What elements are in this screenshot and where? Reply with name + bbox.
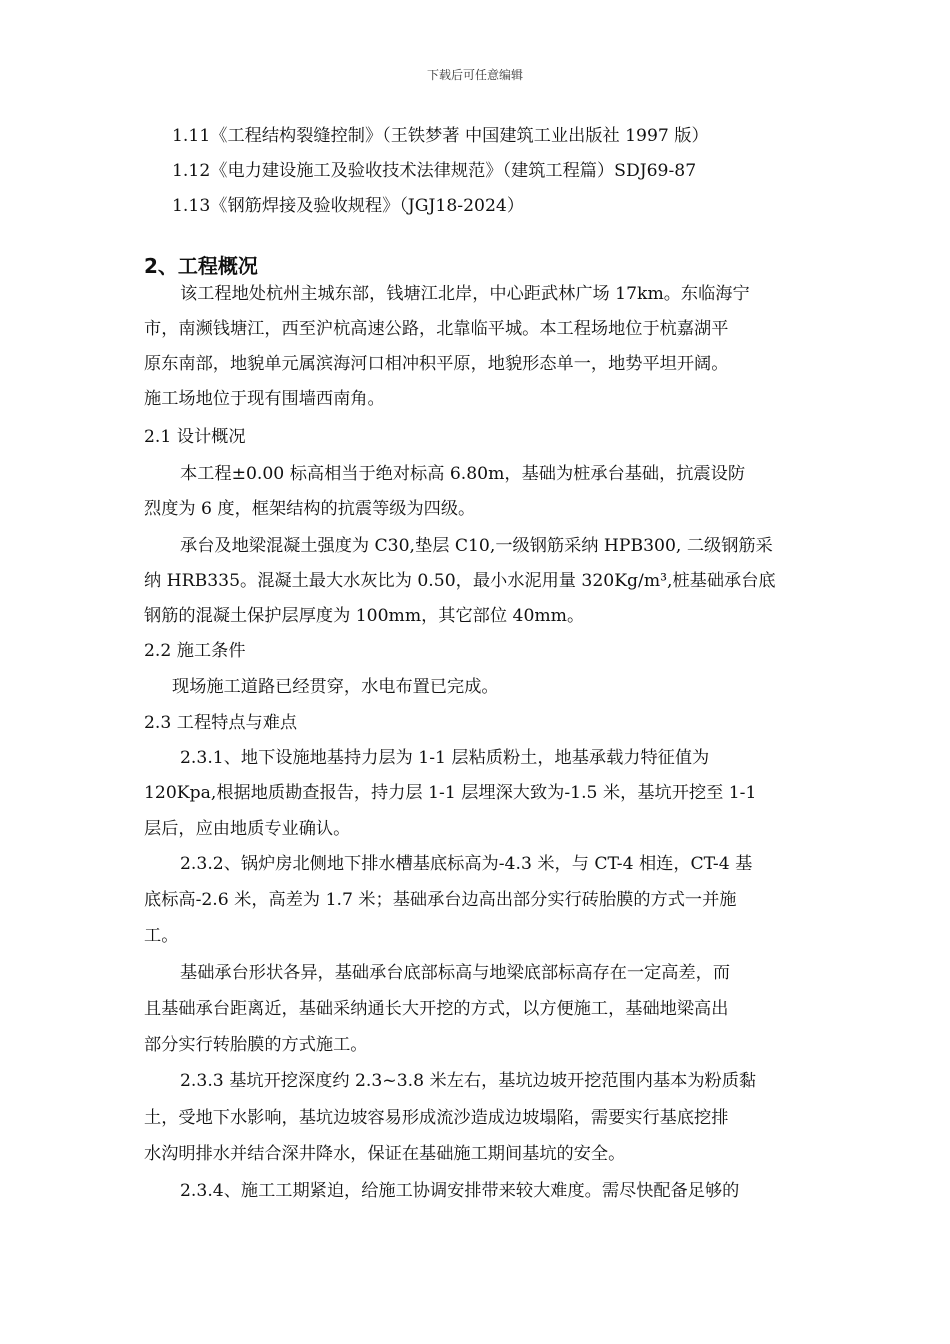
paragraph-line: 纳 HRB335。混凝土最大水灰比为 0.50，最小水泥用量 320Kg/m³,桩基础承台底 [144, 571, 776, 591]
paragraph-line: 现场施工道路已经贯穿，水电布置已完成。 [172, 677, 499, 697]
reference-item: 1.13《钢筋焊接及验收规程》（JGJ18-2024） [172, 196, 525, 216]
subsection-heading: 2.3 工程特点与难点 [144, 713, 298, 733]
paragraph-line: 部分实行转胎膜的方式施工。 [144, 1035, 368, 1055]
paragraph-line: 原东南部，地貌单元属滨海河口相冲积平原，地貌形态单一，地势平坦开阔。 [144, 354, 729, 374]
page-header: 下载后可任意编辑 [426, 68, 523, 82]
paragraph-line: 本工程±0.00 标高相当于绝对标高 6.80m，基础为桩承台基础，抗震设防 [180, 464, 746, 484]
paragraph-line: 2.3.4、施工工期紧迫，给施工协调安排带来较大难度。需尽快配备足够的 [180, 1181, 740, 1201]
reference-item: 1.12《电力建设施工及验收技术法律规范》（建筑工程篇）SDJ69-87 [172, 161, 697, 181]
paragraph-line: 2.3.3 基坑开挖深度约 2.3~3.8 米左右，基坑边坡开挖范围内基本为粉质黏 [180, 1071, 757, 1091]
subsection-heading: 2.2 施工条件 [144, 641, 246, 661]
paragraph-line: 土，受地下水影响，基坑边坡容易形成流沙造成边坡塌陷，需要实行基底挖排 [144, 1108, 729, 1128]
paragraph-line: 市，南濒钱塘江，西至沪杭高速公路，北靠临平城。本工程场地位于杭嘉湖平 [144, 319, 729, 339]
paragraph-line: 烈度为 6 度，框架结构的抗震等级为四级。 [144, 499, 476, 519]
paragraph-line: 基础承台形状各异，基础承台底部标高与地梁底部标高存在一定高差，而 [180, 963, 731, 983]
subsection-heading: 2.1 设计概况 [144, 427, 246, 447]
section-heading: 2、工程概况 [144, 254, 258, 278]
paragraph-line: 钢筋的混凝土保护层厚度为 100mm，其它部位 40mm。 [144, 606, 585, 626]
paragraph-line: 层后，应由地质专业确认。 [144, 819, 351, 839]
paragraph-line: 底标高-2.6 米，高差为 1.7 米；基础承台边高出部分实行砖胎膜的方式一并施 [144, 890, 737, 910]
reference-item: 1.11《工程结构裂缝控制》（王铁梦著 中国建筑工业出版社 1997 版） [172, 126, 709, 146]
paragraph-line: 120Kpa,根据地质勘查报告，持力层 1-1 层埋深大致为-1.5 米，基坑开挖至 1-1 [144, 783, 757, 803]
paragraph-line: 2.3.1、地下设施地基持力层为 1-1 层粘质粉土，地基承载力特征值为 [180, 748, 710, 768]
paragraph-line: 工。 [144, 926, 179, 946]
paragraph-line: 水沟明排水并结合深井降水，保证在基础施工期间基坑的安全。 [144, 1144, 626, 1164]
paragraph-line: 施工场地位于现有围墙西南角。 [144, 389, 385, 409]
paragraph-line: 该工程地处杭州主城东部，钱塘江北岸，中心距武林广场 17km。东临海宁 [180, 284, 750, 304]
paragraph-line: 承台及地梁混凝土强度为 C30,垫层 C10,一级钢筋采纳 HPB300, 二级钢筋采 [180, 536, 773, 556]
paragraph-line: 且基础承台距离近，基础采纳通长大开挖的方式，以方便施工，基础地梁高出 [144, 999, 729, 1019]
paragraph-line: 2.3.2、锅炉房北侧地下排水槽基底标高为-4.3 米，与 CT-4 相连，CT-4 基 [180, 854, 753, 874]
